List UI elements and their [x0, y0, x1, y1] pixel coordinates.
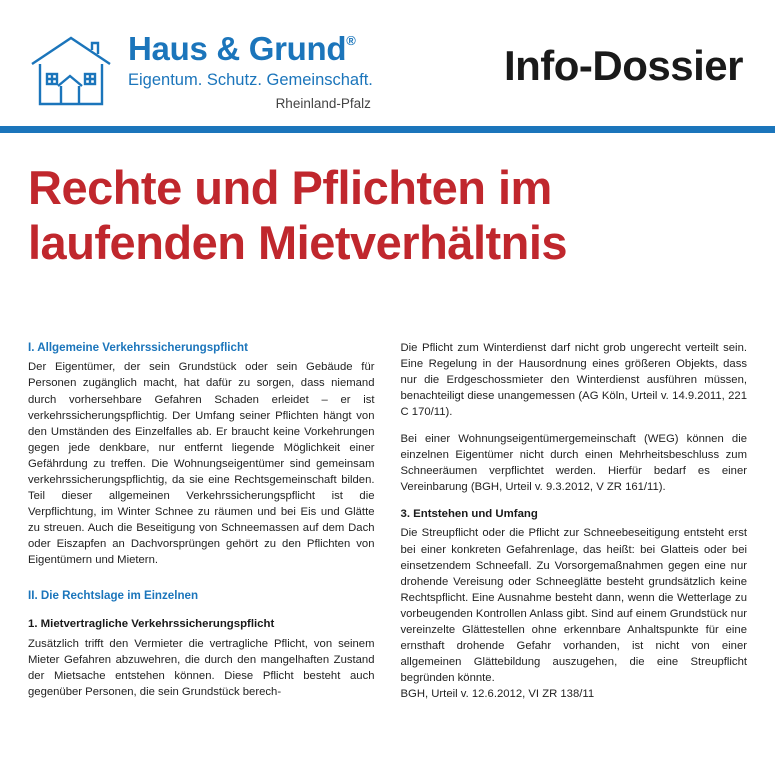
page-title [28, 160, 747, 271]
spacer [28, 579, 375, 588]
right-paragraph-2: Bei einer Wohnungseigentümergemeinschaft (WEG) können die einzelnen Eigentümer nicht durch einen Mehrheitsbeschluss zum Schneeräumen verpflichtet werden. Hierfür bedarf es einer Vereinbarung (BGH, Urteil v. 9.3.2012, V ZR 161/11). [400, 433, 747, 494]
court-citation: BGH, Urteil v. 12.6.2012, VI ZR 138/11 [400, 687, 595, 700]
page-title-line2: laufenden Mietverhältnis [28, 216, 568, 270]
subsection-1-paragraph: Zusätzlich trifft den Vermieter die vertragliche Pflicht, von seinem Mieter Gefahren abzuwehren, die durch den mangelhaften Zustand der Mietsache entstehen können. Diese Pflicht besteht auch gegenüber Personen, die sein Grundstück berech- [28, 637, 375, 698]
registered-mark: ® [346, 33, 356, 48]
spacer [28, 607, 375, 616]
brand-region: Rheinland-Pfalz [275, 95, 371, 111]
dossier-label: Info-Dossier [503, 42, 743, 89]
brand-name [128, 32, 373, 65]
document-header [0, 0, 775, 126]
right-paragraph-1: Die Pflicht zum Winterdienst darf nicht grob ungerecht verteilt sein. Eine Regelung in der Hausordnung eines größeren Objekts, dass nur die Erdgeschossmieter den Winterdienst ausführen müssen, benachteiligt diese unangemessen (AG Köln, Urteil v. 14.9.2011, 221 C 170/11). [400, 342, 747, 419]
section-heading-1: I. Allgemeine Verkehrssicherungspflicht [28, 341, 248, 354]
subsection-3-paragraph: Die Streupflicht oder die Pflicht zur Schneebeseitigung entsteht erst bei einer konkreten Gefahrenlage, das heißt: bei Glatteis oder bei einsetzendem Schneefall. Zu Vorsorgemaßnahmen gegen eine nur drohende Vereisung oder Schneeglätte besteht grundsätzlich keine Rechtspflicht. Eine Ausnahme besteht dann, wenn die Wetterlage zu vorbeugenden Kontrollen Anlass gibt. Sind auf einem Grundstück nur vereinzelte Glättestellen ohne erkennbare Anhaltspunkte für eine ernsthaft drohende Gefahr vorhanden, ist nicht von einer allgemeinen Glättebildung auszugehen, die eine Streupflicht begründen könnte. [400, 527, 747, 684]
haus-und-grund-logo-icon [28, 34, 114, 110]
header-divider [0, 126, 775, 133]
brand-name-text: Haus & Grund [128, 30, 347, 67]
body-columns [28, 340, 747, 702]
section-heading-2: II. Die Rechtslage im Einzelnen [28, 588, 199, 602]
left-column [28, 340, 375, 702]
section-1-paragraph: Der Eigentümer, der sein Grundstück oder sein Gebäude für Personen zugänglich macht, hat dafür zu sorgen, dass niemand durch vorhersehbare Gefahren Schaden erleidet – er ist verkehrssicherungspflichtig. Der Umfang seiner Pflichten hängt von den Umständen des Einzelfalles ab. Er braucht keine Vorkehrungen gegen jede denkbare, nur entfernt liegende Möglichkeit einer Gefährdung zu treffen. Die Wohnungseigentümer sind gemeinsam verkehrssicherungspflichtig, da sie eine Rechtsgemeinschaft bilden. Teil dieser allgemeinen Verkehrssicherungspflicht ist die Verpflichtung, im Winter Schnee zu räumen und bei Eis und Glätte zu streuen. Auch die Beseitigung von Schneemassen auf dem Dach oder Eiszapfen an Dachvorsprüngen gehört zu den Pflichten von Eigentümern und Mietern. [28, 361, 375, 566]
subsection-heading-3: 3. Entstehen und Umfang [400, 508, 538, 521]
brand-tagline: Eigentum. Schutz. Gemeinschaft. [128, 71, 373, 89]
brand-text-block [128, 32, 373, 110]
brand-block [28, 32, 373, 110]
subsection-heading-1: 1. Mietvertragliche Verkehrssicherungspflicht [28, 618, 275, 631]
right-column [401, 340, 748, 702]
page-title-line1: Rechte und Pflichten im [28, 161, 552, 214]
